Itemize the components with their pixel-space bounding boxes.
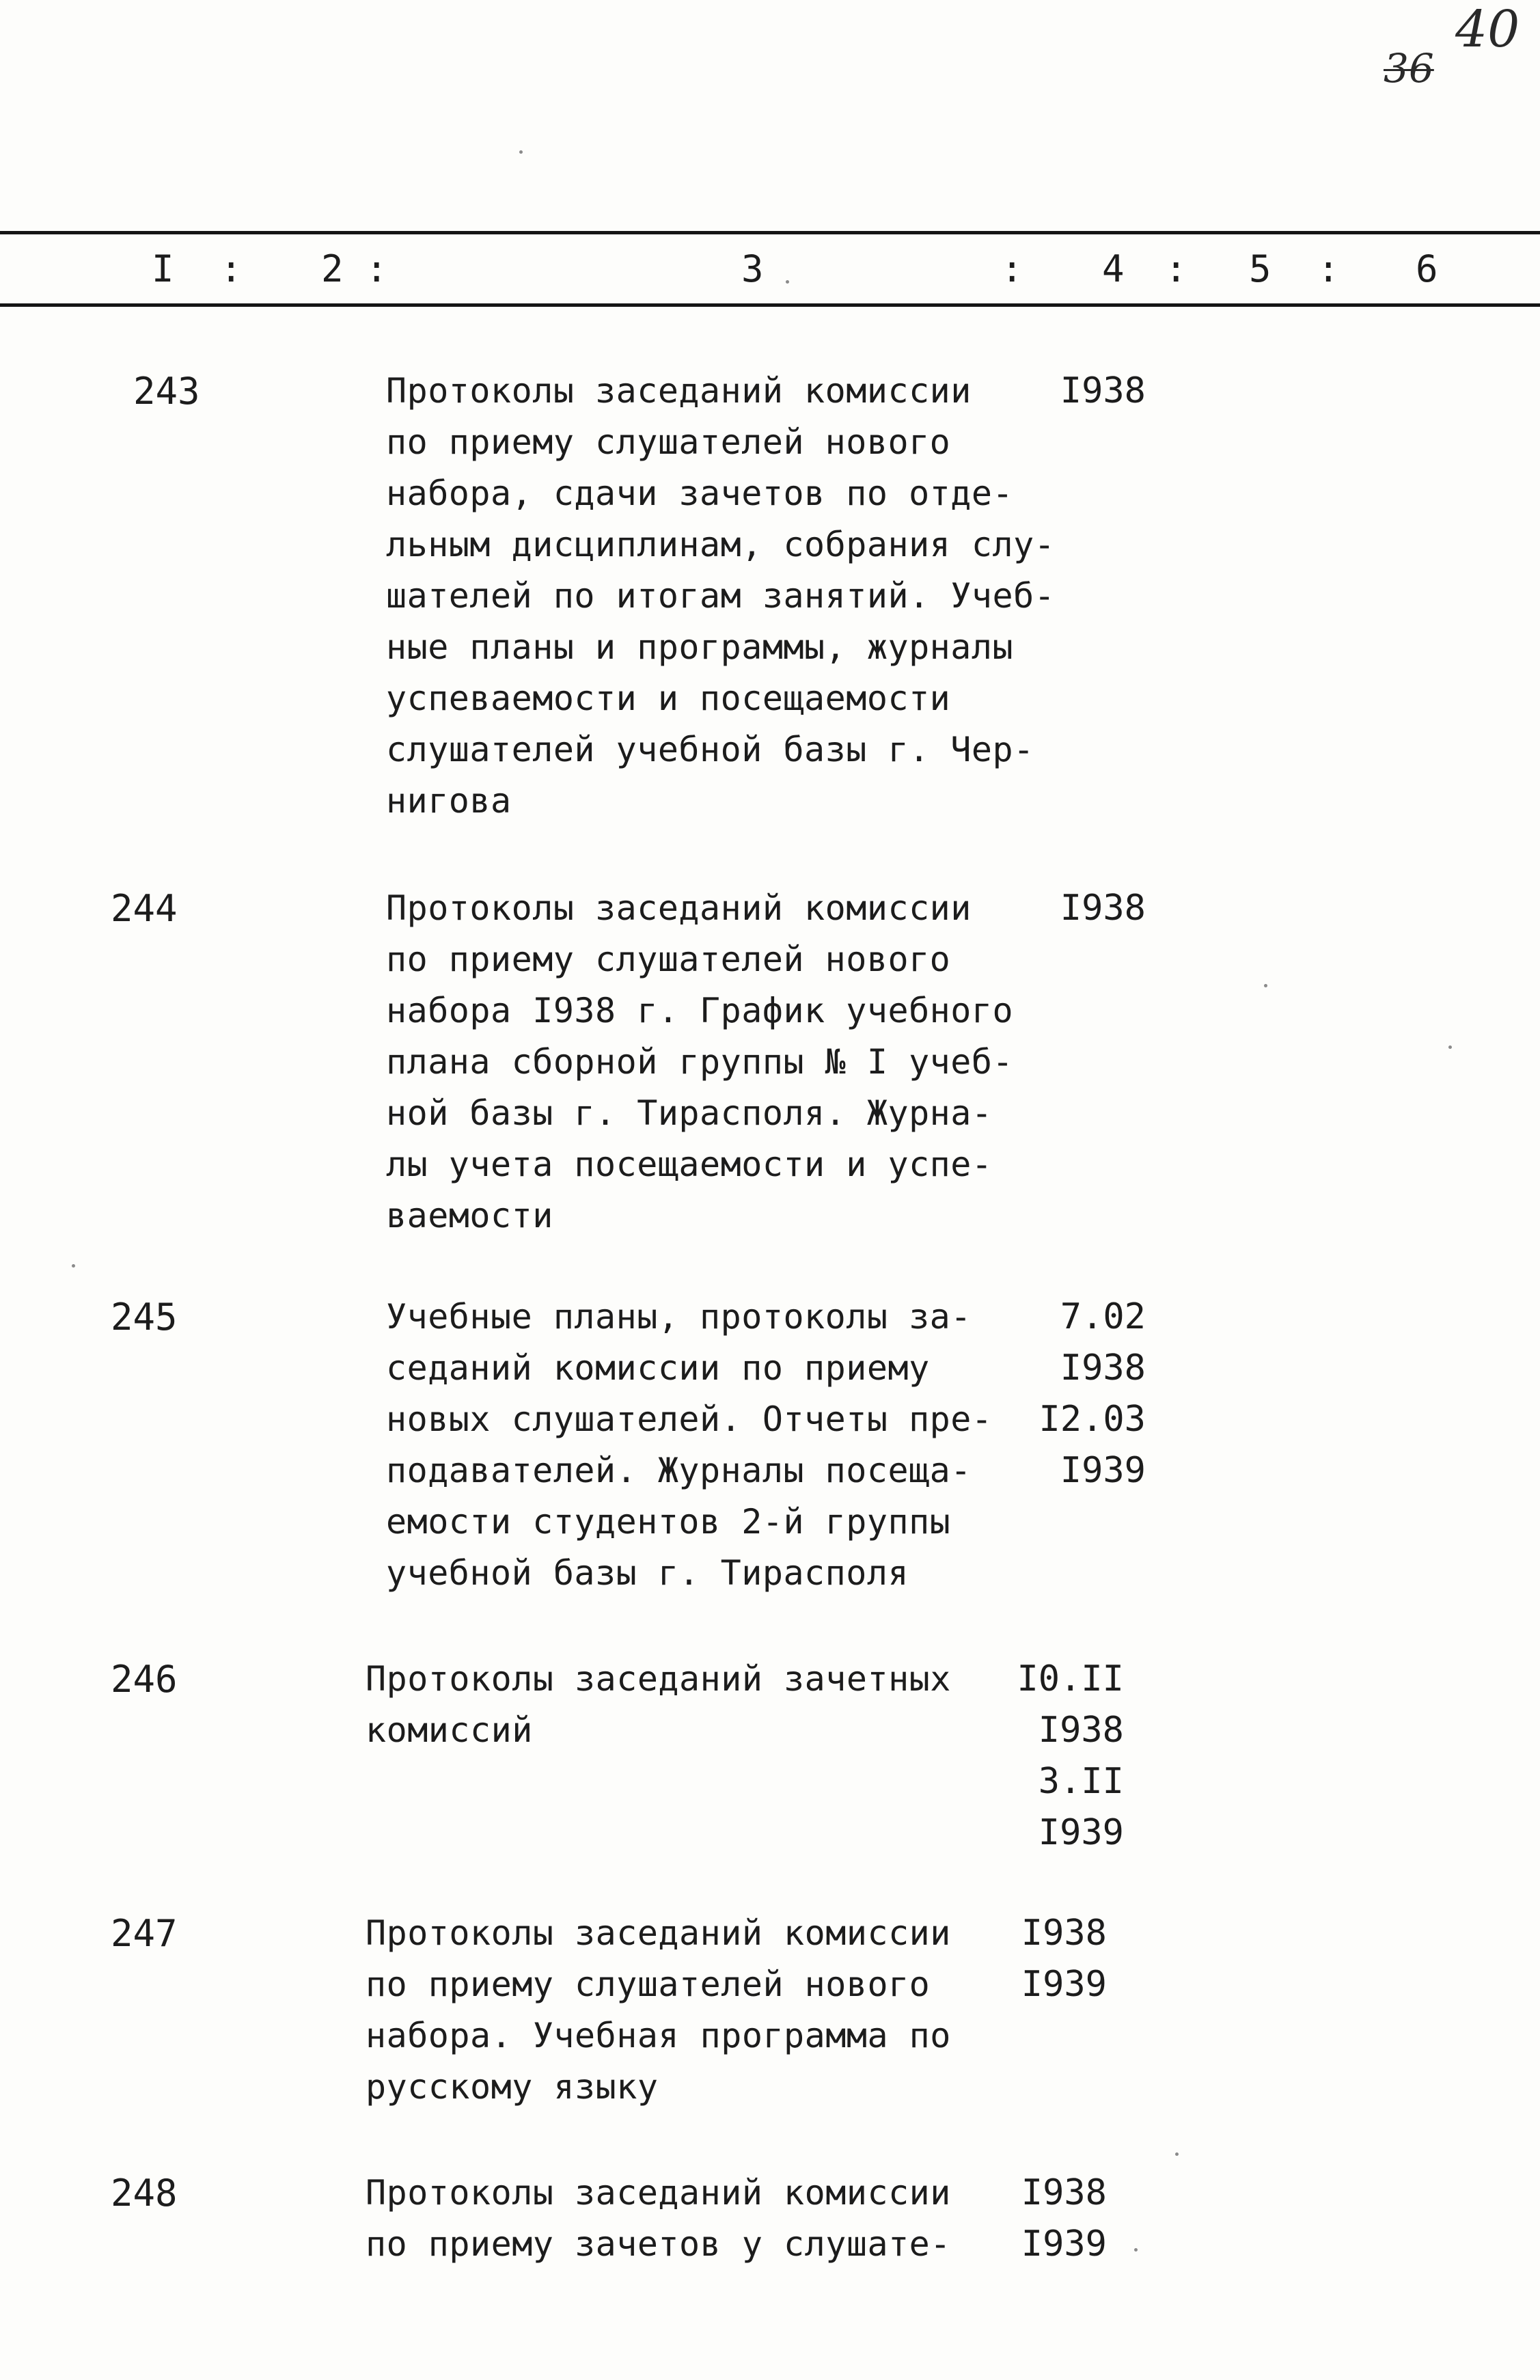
description-line: емости студентов 2-й группы <box>386 1502 951 1542</box>
header-rule-bottom <box>0 303 1540 307</box>
scan-speck <box>1264 984 1267 987</box>
description-line: Учебные планы, протоколы за- <box>386 1297 972 1337</box>
date-line: I2.03 <box>1039 1399 1146 1440</box>
description-line: новых слушателей. Отчеты пре- <box>386 1399 993 1439</box>
date-line: I939 <box>1021 2224 1107 2265</box>
column-number-4: 4 <box>1102 247 1125 290</box>
entry-description <box>386 366 1097 827</box>
column-number-1: I <box>152 247 174 290</box>
description-line: по приему зачетов у слушате- <box>366 2224 951 2264</box>
description-line: набора, сдачи зачетов по отде- <box>386 474 1014 513</box>
entry-dates <box>960 1654 1124 1859</box>
scan-speck <box>1175 2152 1179 2156</box>
description-line: ные планы и программы, журналы <box>386 627 1014 667</box>
description-line: по приему слушателей нового <box>366 1965 931 2004</box>
description-line: слушателей учебной базы г. Чер- <box>386 730 1034 769</box>
description-line: Протоколы заседаний комиссии <box>386 371 972 411</box>
date-line: I939 <box>1021 1964 1107 2005</box>
column-separator: : <box>366 247 388 290</box>
entry-description <box>386 883 1097 1242</box>
date-line: I938 <box>1060 370 1146 411</box>
scan-speck <box>72 1264 75 1268</box>
entry-number: 246 <box>111 1658 178 1701</box>
description-line: Протоколы заседаний зачетных <box>366 1659 951 1699</box>
date-line: I0.II <box>1017 1658 1124 1699</box>
date-line: 7.02 <box>1060 1296 1146 1337</box>
description-line: по приему слушателей нового <box>386 940 951 979</box>
date-line: I939 <box>1038 1812 1124 1853</box>
entry-number: 248 <box>111 2172 178 2215</box>
entry-number: 243 <box>133 370 200 413</box>
date-line: I938 <box>1021 1913 1107 1954</box>
column-separator: : <box>1165 247 1187 290</box>
description-line: подавателей. Журналы посеща- <box>386 1451 972 1490</box>
column-separator: : <box>1317 247 1340 290</box>
scan-speck <box>519 150 523 154</box>
description-line: льным дисциплинам, собрания слу- <box>386 525 1056 564</box>
scan-speck <box>1448 1045 1452 1049</box>
description-line: плана сборной группы № I учеб- <box>386 1042 1014 1082</box>
date-line: I939 <box>1060 1450 1146 1491</box>
description-line: Протоколы заседаний комиссии <box>386 888 972 928</box>
date-line: I938 <box>1060 1348 1146 1389</box>
description-line: набора. Учебная программа по <box>366 2016 951 2055</box>
date-line: I938 <box>1021 2172 1107 2213</box>
entry-dates <box>943 2167 1107 2270</box>
column-number-5: 5 <box>1249 247 1271 290</box>
description-line: учебной базы г. Тирасполя <box>386 1553 909 1593</box>
entry-dates <box>943 1908 1107 2010</box>
folio-number-old: 36 <box>1384 45 1434 92</box>
scan-speck <box>786 280 789 284</box>
description-line: Протоколы заседаний комиссии <box>366 1913 951 1953</box>
column-number-2: 2 <box>321 247 344 290</box>
description-line: нигова <box>386 781 512 821</box>
description-line: шателей по итогам занятий. Учеб- <box>386 576 1056 616</box>
description-line: седаний комиссии по приему <box>386 1348 930 1388</box>
scan-speck <box>1134 2248 1138 2252</box>
description-line: лы учета посещаемости и успе- <box>386 1145 993 1184</box>
column-separator: : <box>1001 247 1023 290</box>
header-rule-top <box>0 231 1540 234</box>
column-number-row <box>0 242 1540 297</box>
entry-dates <box>982 366 1146 417</box>
entry-number: 245 <box>111 1296 178 1339</box>
description-line: комиссий <box>366 1710 533 1750</box>
entry-dates <box>982 883 1146 934</box>
description-line: набора I938 г. График учебного <box>386 991 1014 1030</box>
folio-number-new: 40 <box>1455 0 1520 59</box>
description-line: русскому языку <box>366 2067 659 2107</box>
description-line: по приему слушателей нового <box>386 422 951 462</box>
entry-number: 247 <box>111 1912 178 1955</box>
description-line: ной базы г. Тирасполя. Журна- <box>386 1093 993 1133</box>
column-separator: : <box>220 247 243 290</box>
entry-number: 244 <box>111 887 178 930</box>
description-line: Протоколы заседаний комиссии <box>366 2173 951 2213</box>
description-line: ваемости <box>386 1196 553 1235</box>
entry-dates <box>982 1291 1146 1496</box>
date-line: 3.II <box>1038 1761 1124 1802</box>
column-number-6: 6 <box>1416 247 1438 290</box>
date-line: I938 <box>1038 1710 1124 1751</box>
date-line: I938 <box>1060 888 1146 929</box>
description-line: успеваемости и посещаемости <box>386 679 951 718</box>
column-number-3: 3 <box>741 247 764 290</box>
